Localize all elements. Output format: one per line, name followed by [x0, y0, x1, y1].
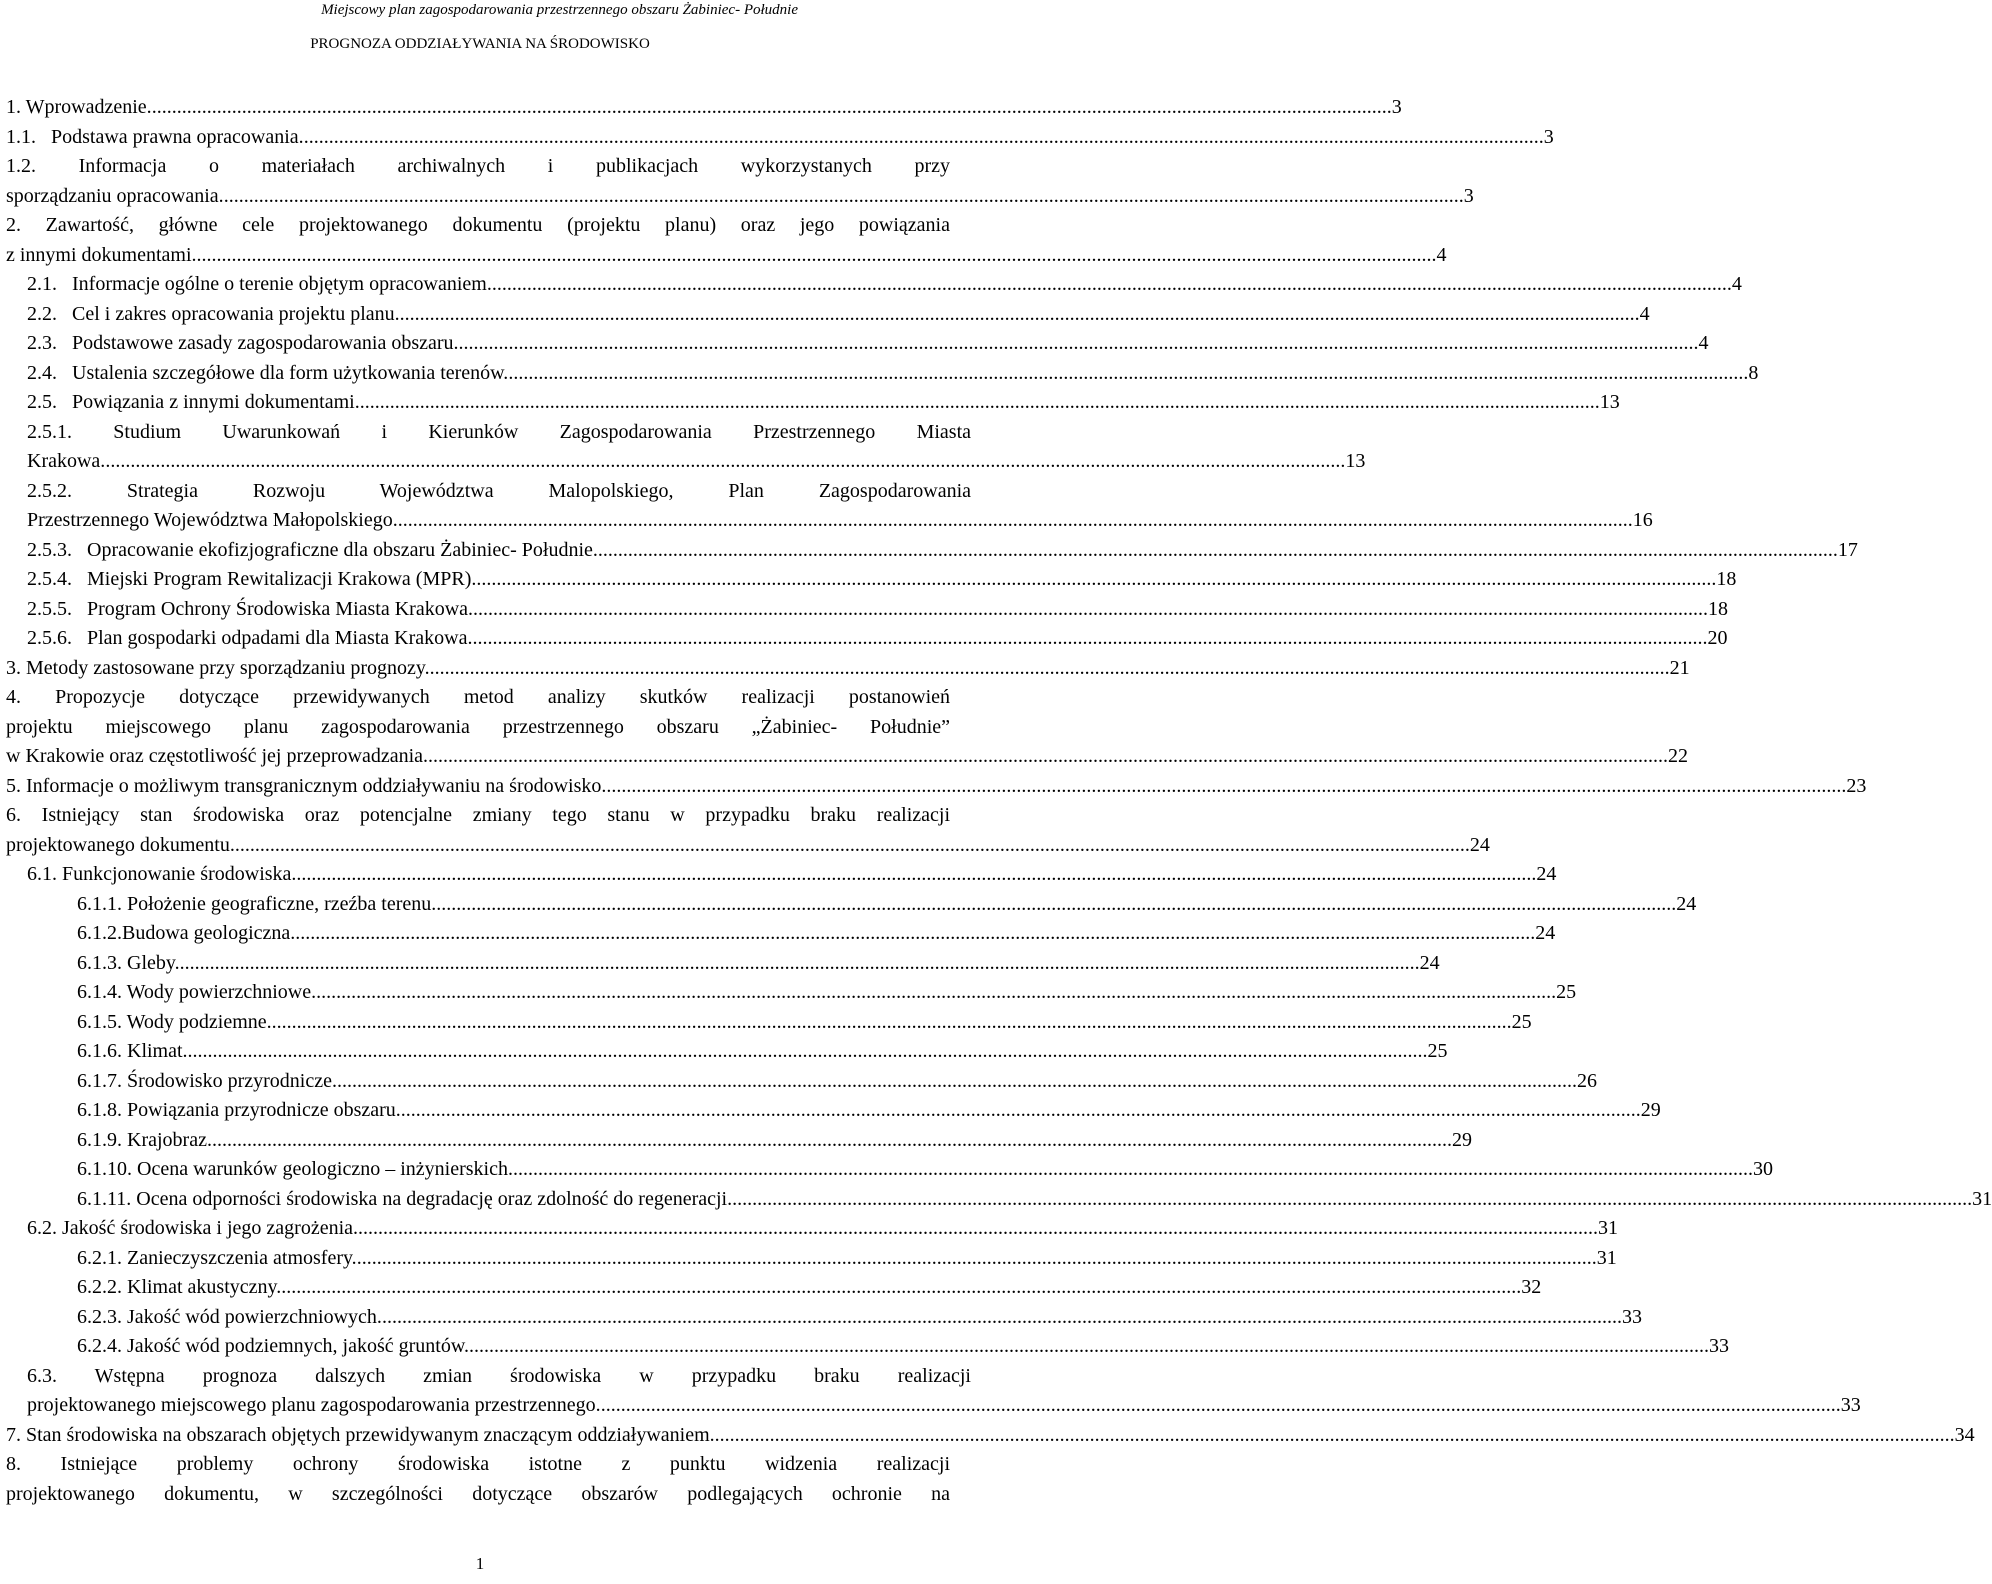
- toc-entry-page: 24: [1536, 863, 1557, 885]
- toc-entry[interactable]: [6, 1421, 1975, 1451]
- toc-entry-title-line: projektu miejscowego planu zagospodarowania przestrzennego obszaru „Żabiniec- Południe”: [6, 715, 950, 738]
- toc-entry-title-line: 6.3. Wstępna prognoza dalszych zmian środowiska w przypadku braku realizacji: [27, 1364, 971, 1387]
- toc-entry-page: 18: [1708, 597, 1729, 620]
- leader-dots: [400, 300, 1640, 330]
- leader-dots: [469, 1332, 1709, 1362]
- toc-entry-title-line: 1.2. Informacja o materiałach archiwalnych i publikacjach wykorzystanych przy: [6, 155, 950, 177]
- toc-entry[interactable]: [6, 1450, 950, 1509]
- toc-entry[interactable]: [6, 1067, 1597, 1097]
- leader-dots: [295, 919, 1535, 949]
- toc-entry[interactable]: [6, 300, 1650, 330]
- toc-entry-title: projektowanego dokumentu: [6, 833, 230, 856]
- toc-entry[interactable]: [6, 1155, 1773, 1185]
- leader-dots: [296, 860, 1536, 890]
- toc-entry-title: 2.3. Podstawowe zasady zagospodarowania obszaru.: [27, 332, 459, 354]
- toc-entry-title: 2.4. Ustalenia szczegółowe dla form użytkowania terenów.: [27, 361, 509, 384]
- toc-entry-page: 4: [1698, 332, 1709, 354]
- toc-entry-page: 22: [1668, 745, 1689, 767]
- toc-entry-title: 6.1.10. Ocena warunków geologiczno – inżynierskich.: [77, 1158, 513, 1180]
- leader-dots: [281, 1273, 1521, 1303]
- toc-entry[interactable]: [6, 1332, 1729, 1362]
- toc-entry[interactable]: [6, 359, 1759, 389]
- leader-dots: [436, 890, 1676, 920]
- toc-entry-page: 31: [1598, 1217, 1619, 1239]
- toc-entry-title: projektowanego miejscowego planu zagospodarowania przestrzennego.: [27, 1394, 601, 1416]
- toc-entry[interactable]: [6, 1214, 1619, 1244]
- page-number: 1: [475, 1554, 485, 1573]
- toc-entry-page: 18: [1716, 568, 1737, 590]
- toc-entry-page: 4: [1639, 302, 1650, 325]
- toc-entry-title: 6.1.6. Klimat.: [77, 1040, 188, 1062]
- leader-dots: [732, 1185, 1972, 1215]
- toc-entry-page: 31: [1596, 1246, 1617, 1269]
- toc-entry-page: 29: [1640, 1099, 1661, 1121]
- toc-entry-page: 30: [1753, 1158, 1773, 1180]
- toc-entry-page: 13: [1599, 391, 1620, 413]
- toc-entry[interactable]: [6, 683, 1689, 772]
- toc-entry-title: 6.1.7. Środowisko przyrodnicze.: [77, 1069, 337, 1092]
- toc-entry-title: 6.2.1. Zanieczyszczenia atmosfery.: [77, 1246, 357, 1269]
- toc-entry[interactable]: [6, 978, 1577, 1008]
- header-subtitle: PROGNOZA ODDZIAŁYWANIA NA ŚRODOWISKO: [310, 36, 650, 52]
- leader-dots: [272, 1008, 1512, 1038]
- leader-dots: [224, 182, 1464, 212]
- toc-entry-title: 1. Wprowadzenie.: [6, 96, 152, 118]
- leader-dots: [304, 123, 1544, 153]
- toc-entry-page: 3: [1543, 125, 1554, 148]
- toc-entry[interactable]: [6, 1303, 1642, 1333]
- toc-entry-page: 21: [1669, 656, 1690, 679]
- toc-entry-title: 6.1.2.Budowa geologiczna.: [77, 922, 296, 944]
- leader-dots: [601, 1391, 1841, 1421]
- leader-dots: [152, 93, 1392, 123]
- leader-dots: [358, 1214, 1598, 1244]
- toc-entry-page: 3: [1391, 96, 1402, 118]
- toc-entry[interactable]: [6, 1037, 1448, 1067]
- leader-dots: [230, 831, 1470, 861]
- leader-dots: [598, 536, 1838, 566]
- leader-dots: [508, 359, 1748, 389]
- toc-entry-page: 34: [1954, 1423, 1975, 1446]
- toc-entry[interactable]: [6, 1185, 1992, 1215]
- toc-entry-page: 3: [1463, 184, 1474, 207]
- leader-dots: [606, 772, 1846, 802]
- toc-entry-page: 24: [1469, 833, 1490, 856]
- leader-dots: [492, 270, 1732, 300]
- toc-entry-page: 13: [1345, 450, 1366, 472]
- toc-entry[interactable]: [6, 211, 1447, 270]
- toc-entry-page: 26: [1576, 1069, 1597, 1092]
- toc-entry-page: 25: [1427, 1040, 1448, 1062]
- leader-dots: [428, 742, 1668, 772]
- toc-entry-page: 32: [1521, 1276, 1542, 1298]
- leader-dots: [476, 565, 1716, 595]
- toc-entry-title-line: projektowanego dokumentu, w szczególności dotyczące obszarów podlegających ochronie na: [6, 1482, 950, 1505]
- toc-entry[interactable]: [6, 890, 1697, 920]
- leader-dots: [197, 241, 1437, 271]
- toc-entry[interactable]: [6, 565, 1737, 595]
- leader-dots: [513, 1155, 1753, 1185]
- toc-entry-page: 33: [1840, 1394, 1861, 1416]
- leader-dots: [715, 1421, 1955, 1451]
- toc-entry[interactable]: [6, 949, 1440, 979]
- toc-entry[interactable]: [6, 329, 1709, 359]
- toc-entry-title: 6.2.2. Klimat akustyczny.: [77, 1276, 282, 1298]
- toc-entry[interactable]: [6, 772, 1867, 802]
- toc-entry-title: 2.1. Informacje ogólne o terenie objętym opracowaniem.: [27, 273, 492, 295]
- toc-entry-title: 6.1.3. Gleby.: [77, 951, 180, 974]
- toc-entry[interactable]: [6, 1362, 1861, 1421]
- toc-entry-title-line: 4. Propozycje dotyczące przewidywanych metod analizy skutków realizacji postanowień: [6, 686, 950, 708]
- toc-entry-title: 6.2. Jakość środowiska i jego zagrożenia.: [27, 1217, 359, 1239]
- toc-entry-page: 29: [1451, 1128, 1472, 1151]
- toc-entry-page: 24: [1676, 892, 1697, 915]
- toc-entry-title: 6.1. Funkcjonowanie środowiska.: [27, 863, 297, 885]
- toc-entry-page: 25: [1556, 981, 1577, 1003]
- toc-entry[interactable]: [6, 595, 1729, 625]
- toc-entry[interactable]: [6, 477, 1653, 536]
- toc-entry-title: 2.5.4. Miejski Program Rewitalizacji Krakowa (MPR).: [27, 568, 477, 590]
- toc-entry-page: 24: [1419, 951, 1440, 974]
- toc-entry-title-line: 6. Istniejący stan środowiska oraz potencjalne zmiany tego stanu w przypadku braku realizacji: [6, 804, 950, 826]
- toc-entry-title: w Krakowie oraz częstotliwość jej przeprowadzania.: [6, 745, 429, 767]
- leader-dots: [188, 1037, 1428, 1067]
- toc-entry-page: 16: [1632, 509, 1653, 531]
- toc-entry-title: 7. Stan środowiska na obszarach objętych przewidywanym znaczącym oddziaływaniem.: [6, 1423, 715, 1446]
- toc-entry-title: 2.5.3. Opracowanie ekofizjograficzne dla obszaru Żabiniec- Południe.: [27, 538, 598, 561]
- toc-entry[interactable]: [6, 919, 1556, 949]
- leader-dots: [382, 1303, 1622, 1333]
- leader-dots: [316, 978, 1556, 1008]
- toc-entry-title-line: 2.5.2. Strategia Rozwoju Województwa Malopolskiego, Plan Zagospodarowania: [27, 479, 971, 502]
- leader-dots: [459, 329, 1699, 359]
- leader-dots: [105, 447, 1345, 477]
- leader-dots: [337, 1067, 1577, 1097]
- leader-dots: [212, 1126, 1452, 1156]
- toc-entry[interactable]: [6, 1008, 1532, 1038]
- toc-entry[interactable]: [6, 536, 1858, 566]
- leader-dots: [467, 624, 1707, 654]
- toc-entry[interactable]: [6, 1244, 1617, 1274]
- toc-entry-title: sporządzaniu opracowania.: [6, 184, 224, 207]
- toc-entry-title-line: 8. Istniejące problemy ochrony środowiska istotne z punktu widzenia realizacji: [6, 1453, 950, 1475]
- toc-entry-page: 33: [1621, 1305, 1642, 1328]
- toc-entry[interactable]: [6, 860, 1557, 890]
- toc-entry-title: 5. Informacje o możliwym transgranicznym oddziaływaniu na środowisko.: [6, 774, 607, 797]
- leader-dots: [393, 506, 1633, 536]
- toc-entry[interactable]: [6, 152, 1474, 211]
- table-of-contents: [6, 93, 1992, 1509]
- toc-entry-title: 2.5.6. Plan gospodarki odpadami dla Miasta Krakowa: [27, 627, 468, 649]
- header-title: Miejscowy plan zagospodarowania przestrzennego obszaru Żabiniec- Południe: [321, 2, 798, 18]
- leader-dots: [430, 654, 1670, 684]
- toc-entry[interactable]: [6, 418, 1366, 477]
- toc-entry-title: 2.5. Powiązania z innymi dokumentami.: [27, 391, 360, 413]
- leader-dots: [180, 949, 1420, 979]
- leader-dots: [360, 388, 1600, 418]
- toc-entry[interactable]: [6, 93, 1402, 123]
- toc-entry-title: 2.2. Cel i zakres opracowania projektu planu.: [27, 302, 400, 325]
- toc-entry-title: 6.1.4. Wody powierzchniowe.: [77, 981, 317, 1003]
- toc-entry-title: 6.1.9. Krajobraz.: [77, 1128, 212, 1151]
- toc-entry-title: 6.1.8. Powiązania przyrodnicze obszaru.: [77, 1099, 401, 1121]
- toc-entry-title: 6.1.5. Wody podziemne.: [77, 1010, 272, 1033]
- toc-entry[interactable]: [6, 388, 1620, 418]
- toc-entry-page: 25: [1511, 1010, 1532, 1033]
- toc-entry[interactable]: [6, 1126, 1472, 1156]
- toc-entry[interactable]: [6, 123, 1554, 153]
- toc-entry-title: 2.5.5. Program Ochrony Środowiska Miasta Krakowa: [27, 597, 469, 620]
- toc-entry-page: 4: [1731, 273, 1742, 295]
- toc-entry-title: 6.2.4. Jakość wód podziemnych, jakość gruntów.: [77, 1335, 469, 1357]
- toc-entry-page: 24: [1535, 922, 1556, 944]
- toc-entry[interactable]: [6, 654, 1690, 684]
- toc-entry-page: 17: [1837, 538, 1858, 561]
- toc-entry-page: 23: [1846, 774, 1867, 797]
- toc-entry-title-line: 2.5.1. Studium Uwarunkowań i Kierunków Zagospodarowania Przestrzennego Miasta: [27, 420, 971, 443]
- toc-entry-page: 31: [1972, 1187, 1992, 1210]
- toc-entry-title: 3. Metody zastosowane przy sporządzaniu prognozy.: [6, 656, 430, 679]
- toc-entry[interactable]: [6, 624, 1728, 654]
- toc-entry-title: 6.1.1. Położenie geograficzne, rzeźba terenu.: [77, 892, 437, 915]
- leader-dots: [468, 595, 1708, 625]
- leader-dots: [401, 1096, 1641, 1126]
- toc-entry-title: 6.1.11. Ocena odporności środowiska na degradację oraz zdolność do regeneracji.: [77, 1187, 733, 1210]
- toc-entry-title: Krakowa.: [27, 450, 106, 472]
- toc-entry[interactable]: [6, 270, 1742, 300]
- toc-entry-title: 1.1. Podstawa prawna opracowania.: [6, 125, 304, 148]
- toc-entry-title: z innymi dokumentami.: [6, 243, 197, 266]
- leader-dots: [357, 1244, 1597, 1274]
- toc-entry-page: 4: [1436, 243, 1447, 266]
- toc-entry-title: Przestrzennego Województwa Małopolskiego: [27, 509, 393, 531]
- toc-entry-page: 33: [1708, 1335, 1729, 1357]
- toc-entry-page: 8: [1748, 361, 1759, 384]
- toc-entry[interactable]: [6, 1273, 1542, 1303]
- toc-entry-title: 6.2.3. Jakość wód powierzchniowych.: [77, 1305, 382, 1328]
- toc-entry-title-line: 2. Zawartość, główne cele projektowanego dokumentu (projektu planu) oraz jego powiązania: [6, 214, 950, 236]
- toc-entry-page: 20: [1707, 627, 1728, 649]
- toc-entry[interactable]: [6, 801, 1490, 860]
- toc-entry[interactable]: [6, 1096, 1661, 1126]
